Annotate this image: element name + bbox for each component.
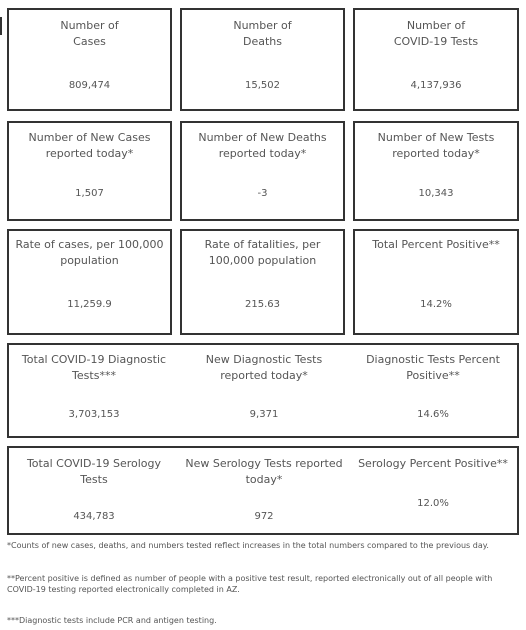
stat-label: Number of New Tests reported today* bbox=[377, 131, 495, 160]
stat-card-percent-positive bbox=[353, 229, 519, 335]
stat-card-deaths bbox=[180, 8, 345, 111]
serology-total-label: Total COVID-19 Serology Tests bbox=[26, 457, 162, 486]
stat-value: 4,137,936 bbox=[410, 80, 462, 91]
diagnostic-percent-label: Diagnostic Tests Percent Positive** bbox=[366, 353, 500, 382]
stat-card-new-tests bbox=[353, 121, 519, 221]
serology-percent-label: Serology Percent Positive** bbox=[358, 457, 508, 470]
stat-value: 10,343 bbox=[418, 188, 454, 199]
diagnostic-new-value: 9,371 bbox=[249, 409, 279, 420]
serology-percent-value: 12.0% bbox=[417, 498, 449, 509]
serology-tests-panel bbox=[7, 446, 519, 535]
stat-label: Number of COVID-19 Tests bbox=[393, 19, 479, 48]
serology-new-label: New Serology Tests reported today* bbox=[185, 457, 343, 486]
stat-label: Number of New Cases reported today* bbox=[28, 131, 151, 160]
stat-value: 809,474 bbox=[68, 80, 111, 91]
diagnostic-new-label: New Diagnostic Tests reported today* bbox=[205, 353, 323, 382]
stat-card-case-rate bbox=[7, 229, 172, 335]
stat-label: Number of Cases bbox=[60, 19, 119, 48]
stat-value: 11,259.9 bbox=[67, 299, 112, 310]
stat-value: 1,507 bbox=[75, 188, 104, 199]
stat-card-tests bbox=[353, 8, 519, 111]
footnote-diagnostic-tests: ***Diagnostic tests include PCR and antigen testing. bbox=[7, 616, 217, 625]
stat-card-fatality-rate bbox=[180, 229, 345, 335]
diagnostic-percent-value: 14.6% bbox=[417, 409, 449, 420]
stat-label: Rate of cases, per 100,000 population bbox=[15, 238, 164, 267]
stat-label: Total Percent Positive** bbox=[372, 238, 500, 251]
stat-card-new-cases bbox=[7, 121, 172, 221]
stat-label: Number of Deaths bbox=[233, 19, 292, 48]
stat-value: 215.63 bbox=[245, 299, 280, 310]
stat-label: Rate of fatalities, per 100,000 population bbox=[204, 238, 321, 267]
stat-card-new-deaths bbox=[180, 121, 345, 221]
stat-label: Number of New Deaths reported today* bbox=[198, 131, 327, 160]
diagnostic-total-label: Total COVID-19 Diagnostic Tests*** bbox=[21, 353, 167, 382]
stat-value: -3 bbox=[257, 188, 268, 199]
serology-total-value: 434,783 bbox=[73, 511, 115, 522]
diagnostic-tests-panel bbox=[7, 343, 519, 438]
serology-new-value: 972 bbox=[254, 511, 274, 522]
stat-card-cases bbox=[7, 8, 172, 111]
footnote-new-counts: *Counts of new cases, deaths, and numbers tested reflect increases in the total numbers compared to the previous day. bbox=[7, 541, 489, 550]
left-edge-fragment bbox=[0, 17, 2, 35]
footnote-percent-positive: **Percent positive is defined as number of people with a positive test result, reported electronically out of all people with COVID-19 testing reported electronically completed in AZ. bbox=[7, 574, 493, 594]
stat-value: 15,502 bbox=[245, 80, 280, 91]
diagnostic-total-value: 3,703,153 bbox=[68, 409, 120, 420]
stat-value: 14.2% bbox=[420, 299, 452, 310]
